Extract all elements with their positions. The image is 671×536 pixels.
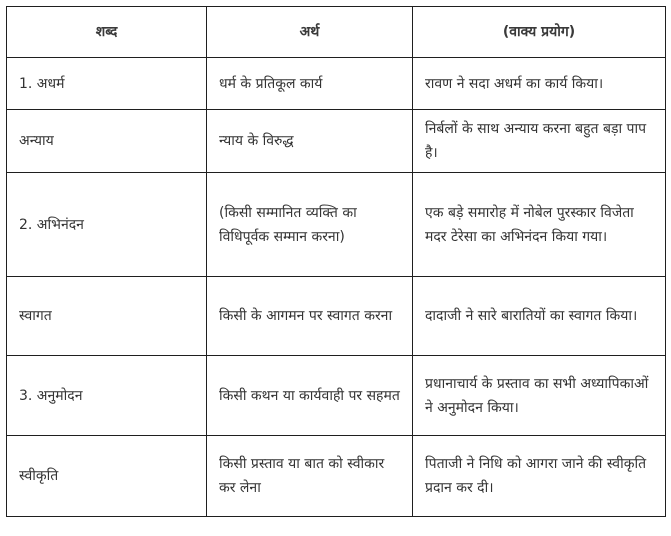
sentence-cell: दादाजी ने सारे बारातियों का स्वागत किया। xyxy=(413,277,666,356)
word-cell: 2. अभिनंदन xyxy=(7,173,207,277)
table-row xyxy=(7,277,666,356)
word-cell: 3. अनुमोदन xyxy=(7,356,207,436)
meaning-cell: न्याय के विरुद्ध xyxy=(207,110,413,173)
meaning-cell: किसी कथन या कार्यवाही पर सहमत xyxy=(207,356,413,436)
table-row xyxy=(7,58,666,110)
header-word: शब्द xyxy=(7,7,207,58)
table-header-row xyxy=(7,7,666,58)
word-cell: स्वीकृति xyxy=(7,436,207,517)
table-row xyxy=(7,356,666,436)
sentence-cell: रावण ने सदा अधर्म का कार्य किया। xyxy=(413,58,666,110)
sentence-cell: निर्बलों के साथ अन्याय करना बहुत बड़ा पाप है। xyxy=(413,110,666,173)
meaning-cell: किसी के आगमन पर स्वागत करना xyxy=(207,277,413,356)
table-row xyxy=(7,436,666,517)
word-cell: 1. अधर्म xyxy=(7,58,207,110)
sentence-cell: प्रधानाचार्य के प्रस्ताव का सभी अध्यापिकाओं ने अनुमोदन किया। xyxy=(413,356,666,436)
vocabulary-table xyxy=(6,6,666,517)
sentence-cell: एक बड़े समारोह में नोबेल पुरस्कार विजेता मदर टेरेसा का अभिनंदन किया गया। xyxy=(413,173,666,277)
table-row xyxy=(7,173,666,277)
word-cell: अन्याय xyxy=(7,110,207,173)
sentence-cell: पिताजी ने निधि को आगरा जाने की स्वीकृति प्रदान कर दी। xyxy=(413,436,666,517)
meaning-cell: धर्म के प्रतिकूल कार्य xyxy=(207,58,413,110)
header-sentence: (वाक्य प्रयोग) xyxy=(413,7,666,58)
meaning-cell: किसी प्रस्ताव या बात को स्वीकार कर लेना xyxy=(207,436,413,517)
table-row xyxy=(7,110,666,173)
header-meaning: अर्थ xyxy=(207,7,413,58)
word-cell: स्वागत xyxy=(7,277,207,356)
meaning-cell: (किसी सम्मानित व्यक्ति का विधिपूर्वक सम्मान करना) xyxy=(207,173,413,277)
